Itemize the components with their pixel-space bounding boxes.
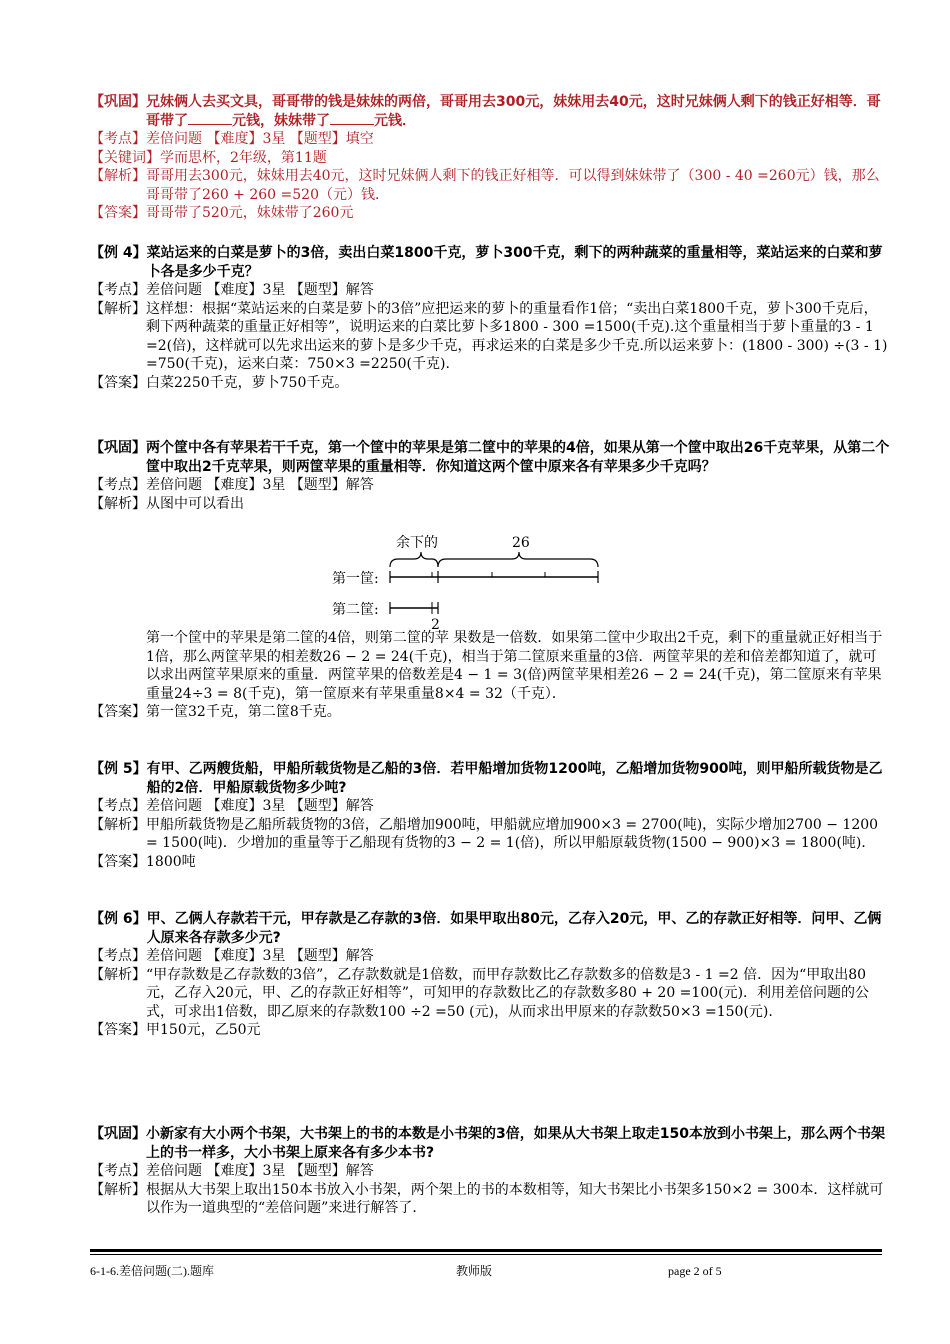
question [90, 244, 890, 281]
question-text: 菜站运来的白菜是萝卜的3倍，卖出白菜1800千克，萝卜300千克，剩下的两种蔬菜的重量相等，菜站运来的白菜和萝卜各是多少千克？ [146, 245, 883, 280]
analysis-text: 根据从大书架上取出150本书放入小书架，两个架上的书的本数相等，知大书架比小书架多150×2 = 300本．这样就可以作为一道典型的“差倍问题”来进行解答了． [146, 1181, 884, 1216]
analysis [90, 167, 890, 204]
question-tag: 【巩固】 [90, 94, 146, 110]
row1-label: 第一筐: [332, 571, 379, 587]
answer-tag: 【答案】 [90, 374, 146, 391]
question [90, 439, 890, 476]
question-text [146, 93, 890, 130]
footer-rule-thick [90, 1249, 882, 1252]
basket-diagram [332, 533, 607, 630]
question-tag: 【巩固】 [90, 440, 146, 456]
answer [90, 1021, 890, 1040]
keywords-text: 学而思杯，2年级，第11题 [160, 149, 327, 166]
question-tag: 【例 5】 [90, 761, 147, 777]
brace-remaining [390, 552, 438, 567]
analysis-tag: 【解析】 [90, 495, 146, 512]
footer-doc-name: 6-1-6.差倍问题(二).题库 [90, 1264, 214, 1278]
analysis-text: 这样想：根据“菜站运来的白菜是萝卜的3倍”应把运来的萝卜的重量看作1倍；“卖出白菜1800千克，萝卜300千克后，剩下两种蔬菜的重量正好相等”，说明运来的白菜比萝卜多1800 - 300 =1500(千克).这个重量相当于萝卜重量的3 - 1 =2(倍)，这样就可以先求出运来的萝卜是多少千克，再求运来的白菜是多少千克.所以运来萝卜：(1800 - 300) ÷(3 - 1) =750(千克)，运来白菜：750×3 =2250(千克). [146, 300, 888, 372]
kaodian [90, 797, 890, 816]
keywords [90, 149, 890, 168]
kaodian-tag: 【考点】 [90, 948, 146, 964]
answer-blank-1 [188, 112, 232, 125]
kaodian-text: 差倍问题 【难度】3星 【题型】解答 [146, 282, 374, 298]
question [90, 910, 890, 947]
kaodian [90, 281, 890, 300]
kaodian [90, 1162, 890, 1181]
answer [90, 204, 890, 223]
kaodian-text: 差倍问题 【难度】3星 【题型】填空 [146, 131, 374, 147]
answer-tag: 【答案】 [90, 853, 146, 870]
question-text: 小新家有大小两个书架，大书架上的书的本数是小书架的3倍，如果从大书架上取走150本放到小书架上，那么两个书架上的书一样多，大小书架上原来各有多少本书? [146, 1126, 885, 1161]
analysis-tag: 【解析】 [90, 816, 146, 833]
block-consolidate-1 [90, 93, 890, 223]
answer [90, 853, 890, 872]
analysis [90, 1181, 890, 1218]
question-tag: 【巩固】 [90, 1126, 146, 1142]
row2-label: 第二筐: [332, 602, 379, 618]
analysis-text: 从图中可以看出 [146, 495, 244, 512]
analysis-text: 哥哥用去300元，妹妹用去40元，这时兄妹俩人剩下的钱正好相等．可以得到妹妹带了（300 - 40 =260元）钱，那么哥哥带了260 + 260 =520（元）钱． [146, 168, 880, 203]
analysis-text-2: 第一个筐中的苹果是第二筐的4倍，则第二筐的苹 果数是一倍数．如果第二筐中少取出2千克，剩下的重量就正好相当于1倍，那么两筐苹果的相差数26 − 2 = 24(千克)，相当于第二筐原来重量的3倍．两筐苹果的差和倍差都知道了，就可以求出两筐苹果原来的重量．两筐苹果的倍数差是4 − 1 = 3(倍)两筐苹果相差26 − 2 = 24(千克)，第二筐原来有苹果重量24÷3 = 8(千克)，第一筐原来有苹果重量8×4 = 32（千克）． [146, 630, 883, 702]
answer-tag: 【答案】 [90, 1022, 146, 1038]
kaodian-tag: 【考点】 [90, 282, 146, 298]
question [90, 760, 890, 797]
kaodian-text: 差倍问题 【难度】3星 【题型】解答 [146, 798, 374, 814]
kaodian-tag: 【考点】 [90, 798, 146, 814]
answer-text: 第一筐32千克，第二筐8千克。 [146, 704, 341, 720]
kaodian-text: 差倍问题 【难度】3星 【题型】解答 [146, 1163, 374, 1179]
analysis-tag: 【解析】 [90, 300, 146, 317]
kaodian [90, 476, 890, 495]
answer-blank-2 [330, 112, 374, 125]
answer-text: 甲150元，乙50元 [146, 1022, 261, 1038]
answer [90, 703, 890, 722]
analysis-cont [90, 629, 890, 703]
analysis [90, 816, 890, 853]
answer-tag: 【答案】 [90, 205, 146, 221]
analysis-tag: 【解析】 [90, 966, 146, 983]
label-remaining: 余下的 [396, 535, 438, 551]
kaodian [90, 130, 890, 149]
question-text-b: 元钱，妹妹带了 [232, 112, 330, 129]
question [90, 1125, 890, 1162]
block-consolidate-2 [90, 439, 890, 513]
question-tag: 【例 4】 [90, 245, 147, 261]
answer-text: 哥哥带了520元，妹妹带了260元 [146, 205, 354, 221]
keywords-tag: 【关键词】 [90, 149, 160, 166]
question [90, 93, 890, 130]
label-26: 26 [512, 535, 530, 551]
question-text-c: 元钱． [374, 112, 416, 129]
analysis [90, 495, 890, 514]
question-text-a: 兄妹俩人去买文具，哥哥带的钱是妹妹的两倍，哥哥用去300元，妹妹用去40元，这时兄妹俩人剩下的钱正好相等．哥哥带了 [146, 94, 881, 129]
answer-text: 白菜2250千克，萝卜750千克。 [146, 374, 349, 391]
analysis-text: “甲存款数是乙存款数的3倍”，乙存款数就是1倍数，而甲存款数比乙存款数多的倍数是3 - 1 =2 倍．因为“甲取出80元，乙存入20元，甲、乙的存款正好相等”，可知甲的存款数比乙的存款数多80 + 20 =100(元)．利用差倍问题的公式，可求出1倍数，即乙原来的存款数100 ÷2 =50 (元)，从而求出甲原来的存款数50×3 =150(元). [146, 966, 870, 1020]
question-tag: 【例 6】 [90, 911, 147, 927]
question-text: 两个筐中各有苹果若干千克，第一个筐中的苹果是第二筐中的苹果的4倍，如果从第一个筐中取出26千克苹果，从第二个筐中取出2千克苹果，则两筐苹果的重量相等．你知道这两个筐中原来各有苹果多少千克吗？ [146, 440, 890, 475]
answer-text: 1800吨 [146, 853, 196, 870]
block-example-5 [90, 760, 890, 871]
kaodian-tag: 【考点】 [90, 131, 146, 147]
kaodian-text: 差倍问题 【难度】3星 【题型】解答 [146, 948, 374, 964]
question-text: 有甲、乙两艘货船，甲船所载货物是乙船的3倍．若甲船增加货物1200吨，乙船增加货物900吨，则甲船所载货物是乙船的2倍．甲船原载货物多少吨? [146, 761, 883, 796]
brace-26 [438, 552, 598, 567]
block-consolidate-2-cont [90, 629, 890, 722]
analysis [90, 300, 890, 374]
answer-tag: 【答案】 [90, 704, 146, 720]
kaodian-text: 差倍问题 【难度】3星 【题型】解答 [146, 477, 374, 493]
block-example-4 [90, 244, 890, 392]
footer-page-number: page 2 of 5 [668, 1264, 722, 1278]
block-consolidate-3 [90, 1125, 890, 1218]
kaodian-tag: 【考点】 [90, 477, 146, 493]
question-text: 甲、乙俩人存款若干元，甲存款是乙存款的3倍．如果甲取出80元，乙存入20元，甲、乙的存款正好相等．问甲、乙俩人原来各存款多少元? [146, 911, 882, 946]
analysis-text: 甲船所载货物是乙船所载货物的3倍，乙船增加900吨，甲船就应增加900×3 = 2700(吨)，实际少增加2700 − 1200 = 1500(吨)．少增加的重量等于乙船现有货物的3 − 2 = 1(倍)，所以甲船原载货物(1500 − 900)×3 = 1800(吨)． [146, 816, 879, 851]
kaodian [90, 947, 890, 966]
footer-edition: 教师版 [456, 1264, 493, 1278]
answer [90, 374, 890, 393]
label-2: 2 [431, 617, 440, 630]
analysis-tag: 【解析】 [90, 168, 146, 184]
footer-rule-thin [90, 1254, 882, 1255]
analysis-tag: 【解析】 [90, 1181, 146, 1198]
block-example-6 [90, 910, 890, 1040]
analysis [90, 966, 890, 1022]
kaodian-tag: 【考点】 [90, 1163, 146, 1179]
